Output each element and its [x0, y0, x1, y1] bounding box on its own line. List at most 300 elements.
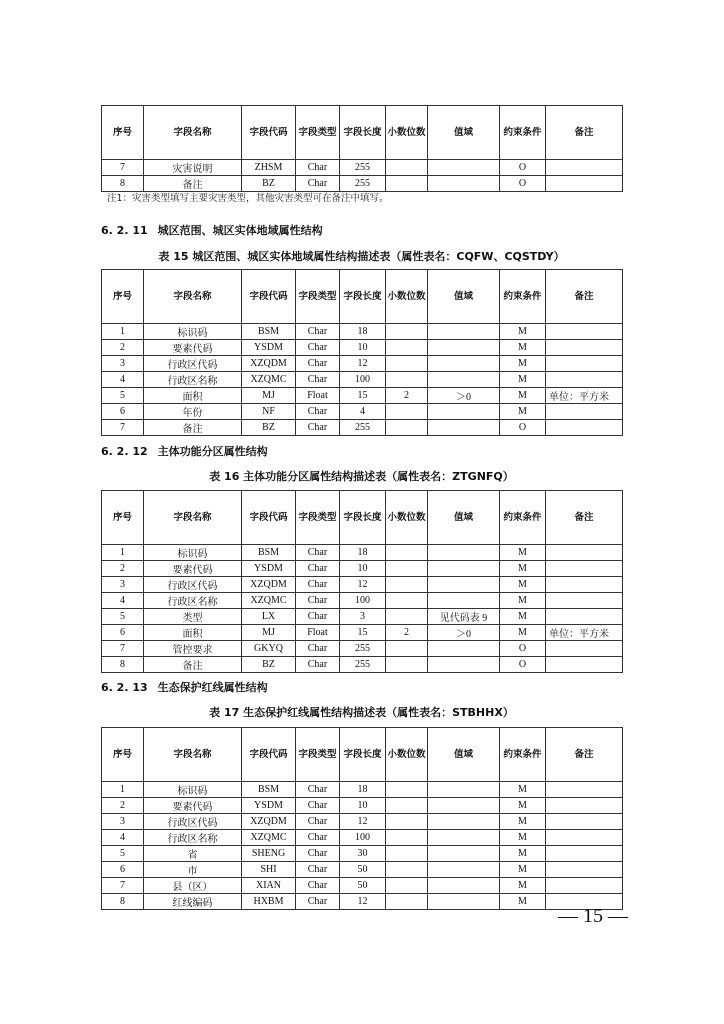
cell-constraint: M [500, 798, 546, 814]
cell-remark [546, 577, 623, 593]
cell-field-code: MJ [242, 388, 296, 404]
cell-seq: 6 [102, 862, 144, 878]
header-constraint: 约束条件 [500, 106, 546, 160]
cell-value-domain [428, 404, 500, 420]
cell-field-code: GKYQ [242, 641, 296, 657]
cell-decimal-places [386, 814, 428, 830]
section-title: 城区范围、城区实体地域属性结构 [157, 224, 323, 237]
header-constraint: 约束条件 [500, 491, 546, 545]
cell-field-name: 面积 [144, 625, 242, 641]
header-seq: 序号 [102, 270, 144, 324]
cell-constraint: O [500, 176, 546, 192]
table-row [102, 625, 623, 641]
cell-remark [546, 176, 623, 192]
header-seq: 序号 [102, 728, 144, 782]
cell-constraint: O [500, 657, 546, 673]
table-row [102, 324, 623, 340]
cell-seq: 4 [102, 830, 144, 846]
section-number: 6. 2. 11 [101, 224, 148, 237]
header-value-domain: 值域 [428, 106, 500, 160]
cell-field-code: ZHSM [242, 160, 296, 176]
cell-seq: 5 [102, 846, 144, 862]
cell-remark [546, 782, 623, 798]
table-row [102, 798, 623, 814]
section-title: 生态保护红线属性结构 [157, 681, 268, 694]
table-row [102, 814, 623, 830]
cell-decimal-places [386, 340, 428, 356]
table-header-row [102, 270, 623, 324]
header-field-code: 字段代码 [242, 270, 296, 324]
table-header-row [102, 728, 623, 782]
cell-value-domain [428, 340, 500, 356]
cell-field-length: 100 [340, 593, 386, 609]
cell-seq: 5 [102, 388, 144, 404]
cell-remark [546, 420, 623, 436]
cell-remark [546, 372, 623, 388]
cell-decimal-places [386, 561, 428, 577]
cell-remark [546, 340, 623, 356]
header-remark: 备注 [546, 728, 623, 782]
cell-field-name: 县（区） [144, 878, 242, 894]
cell-field-code: SHI [242, 862, 296, 878]
cell-field-length: 15 [340, 625, 386, 641]
cell-field-name: 市 [144, 862, 242, 878]
cell-remark [546, 657, 623, 673]
table-row [102, 340, 623, 356]
table-row [102, 830, 623, 846]
cell-constraint: M [500, 561, 546, 577]
cell-seq: 5 [102, 609, 144, 625]
header-field-code: 字段代码 [242, 728, 296, 782]
cell-value-domain: 见代码表 9 [428, 609, 500, 625]
cell-field-length: 18 [340, 782, 386, 798]
table-header-row [102, 491, 623, 545]
cell-field-name: 要素代码 [144, 340, 242, 356]
cell-decimal-places [386, 894, 428, 910]
cell-value-domain [428, 420, 500, 436]
cell-field-name: 年份 [144, 404, 242, 420]
cell-field-name: 行政区名称 [144, 372, 242, 388]
cell-remark [546, 593, 623, 609]
cell-decimal-places [386, 878, 428, 894]
cell-field-length: 255 [340, 641, 386, 657]
cell-field-type: Char [296, 176, 340, 192]
header-value-domain: 值域 [428, 491, 500, 545]
cell-seq: 8 [102, 176, 144, 192]
header-field-type: 字段类型 [296, 270, 340, 324]
cell-remark [546, 830, 623, 846]
table-row [102, 609, 623, 625]
cell-field-code: BSM [242, 545, 296, 561]
cell-constraint: M [500, 625, 546, 641]
cell-field-length: 18 [340, 324, 386, 340]
cell-field-length: 10 [340, 561, 386, 577]
cell-decimal-places [386, 356, 428, 372]
cell-field-length: 255 [340, 176, 386, 192]
cell-decimal-places: 2 [386, 625, 428, 641]
cell-seq: 6 [102, 625, 144, 641]
header-remark: 备注 [546, 270, 623, 324]
page-number: — 15 — [558, 905, 628, 927]
header-value-domain: 值域 [428, 728, 500, 782]
cell-decimal-places [386, 372, 428, 388]
cell-field-name: 要素代码 [144, 798, 242, 814]
table-17-caption: 表 17 生态保护红线属性结构描述表（属性表名：STBHHX） [209, 706, 514, 719]
cell-field-type: Char [296, 160, 340, 176]
cell-field-code: BSM [242, 782, 296, 798]
section-number: 6. 2. 13 [101, 681, 148, 694]
cell-constraint: M [500, 372, 546, 388]
cell-value-domain [428, 356, 500, 372]
cell-field-name: 标识码 [144, 782, 242, 798]
header-seq: 序号 [102, 106, 144, 160]
cell-value-domain: ＞0 [428, 625, 500, 641]
header-value-domain: 值域 [428, 270, 500, 324]
table-16 [101, 490, 623, 673]
cell-decimal-places [386, 160, 428, 176]
cell-field-type: Char [296, 830, 340, 846]
cell-value-domain [428, 878, 500, 894]
cell-constraint: M [500, 356, 546, 372]
cell-constraint: M [500, 388, 546, 404]
cell-remark [546, 862, 623, 878]
cell-field-code: XZQDM [242, 814, 296, 830]
header-constraint: 约束条件 [500, 728, 546, 782]
cell-constraint: M [500, 878, 546, 894]
cell-seq: 8 [102, 894, 144, 910]
cell-seq: 4 [102, 372, 144, 388]
cell-remark [546, 814, 623, 830]
cell-constraint: M [500, 340, 546, 356]
cell-field-type: Char [296, 782, 340, 798]
cell-seq: 3 [102, 577, 144, 593]
cell-field-length: 10 [340, 340, 386, 356]
cell-remark: 单位：平方米 [546, 388, 623, 404]
table-row [102, 862, 623, 878]
table-row [102, 846, 623, 862]
table-row [102, 657, 623, 673]
cell-field-type: Char [296, 862, 340, 878]
table-row [102, 388, 623, 404]
cell-field-type: Float [296, 625, 340, 641]
section-heading-6-2-12 [101, 443, 268, 459]
cell-value-domain [428, 782, 500, 798]
cell-decimal-places [386, 657, 428, 673]
header-remark: 备注 [546, 106, 623, 160]
table-row [102, 593, 623, 609]
cell-seq: 4 [102, 593, 144, 609]
cell-field-name: 要素代码 [144, 561, 242, 577]
cell-field-code: BZ [242, 176, 296, 192]
cell-seq: 6 [102, 404, 144, 420]
cell-constraint: M [500, 894, 546, 910]
cell-constraint: M [500, 782, 546, 798]
cell-remark [546, 160, 623, 176]
cell-field-code: YSDM [242, 561, 296, 577]
cell-field-name: 行政区名称 [144, 593, 242, 609]
cell-value-domain [428, 545, 500, 561]
cell-field-length: 3 [340, 609, 386, 625]
cell-field-length: 255 [340, 160, 386, 176]
cell-seq: 2 [102, 798, 144, 814]
cell-value-domain [428, 846, 500, 862]
cell-field-code: XZQDM [242, 356, 296, 372]
cell-field-name: 备注 [144, 657, 242, 673]
cell-constraint: O [500, 420, 546, 436]
header-field-name: 字段名称 [144, 270, 242, 324]
cell-field-name: 标识码 [144, 545, 242, 561]
header-field-code: 字段代码 [242, 106, 296, 160]
cell-field-length: 18 [340, 545, 386, 561]
header-field-type: 字段类型 [296, 491, 340, 545]
cell-field-type: Char [296, 878, 340, 894]
section-heading-6-2-11 [101, 222, 323, 238]
cell-field-name: 备注 [144, 420, 242, 436]
cell-field-length: 50 [340, 862, 386, 878]
table-row [102, 878, 623, 894]
cell-constraint: M [500, 862, 546, 878]
cell-field-name: 行政区代码 [144, 814, 242, 830]
header-constraint: 约束条件 [500, 270, 546, 324]
cell-value-domain [428, 593, 500, 609]
cell-decimal-places [386, 420, 428, 436]
header-field-length: 字段长度 [340, 270, 386, 324]
cell-constraint: M [500, 846, 546, 862]
cell-field-length: 12 [340, 577, 386, 593]
cell-field-code: XZQMC [242, 372, 296, 388]
section-heading-6-2-13 [101, 679, 268, 695]
header-field-name: 字段名称 [144, 491, 242, 545]
header-field-length: 字段长度 [340, 106, 386, 160]
cell-value-domain [428, 814, 500, 830]
cell-decimal-places [386, 593, 428, 609]
cell-field-type: Char [296, 420, 340, 436]
header-field-code: 字段代码 [242, 491, 296, 545]
table-16-caption: 表 16 主体功能分区属性结构描述表（属性表名：ZTGNFQ） [209, 470, 514, 483]
table-note: 注1：灾害类型填写主要灾害类型，其他灾害类型可在备注中填写。 [107, 193, 389, 204]
cell-field-length: 50 [340, 878, 386, 894]
header-field-type: 字段类型 [296, 728, 340, 782]
header-field-length: 字段长度 [340, 491, 386, 545]
cell-field-code: HXBM [242, 894, 296, 910]
cell-field-length: 255 [340, 420, 386, 436]
cell-field-type: Char [296, 593, 340, 609]
cell-decimal-places [386, 609, 428, 625]
cell-seq: 7 [102, 420, 144, 436]
cell-remark [546, 324, 623, 340]
cell-value-domain [428, 798, 500, 814]
cell-field-name: 行政区名称 [144, 830, 242, 846]
cell-decimal-places [386, 862, 428, 878]
cell-field-code: BSM [242, 324, 296, 340]
table-row [102, 404, 623, 420]
cell-field-length: 12 [340, 814, 386, 830]
cell-decimal-places [386, 324, 428, 340]
cell-field-code: SHENG [242, 846, 296, 862]
section-number: 6. 2. 12 [101, 445, 148, 458]
cell-field-type: Char [296, 356, 340, 372]
cell-constraint: O [500, 160, 546, 176]
cell-seq: 1 [102, 545, 144, 561]
cell-seq: 1 [102, 782, 144, 798]
cell-field-code: XZQMC [242, 593, 296, 609]
cell-constraint: M [500, 830, 546, 846]
cell-field-length: 10 [340, 798, 386, 814]
cell-field-name: 面积 [144, 388, 242, 404]
cell-field-length: 4 [340, 404, 386, 420]
cell-field-length: 12 [340, 894, 386, 910]
cell-field-name: 红线编码 [144, 894, 242, 910]
header-field-name: 字段名称 [144, 106, 242, 160]
cell-decimal-places [386, 641, 428, 657]
cell-field-name: 标识码 [144, 324, 242, 340]
cell-field-code: BZ [242, 657, 296, 673]
cell-constraint: M [500, 404, 546, 420]
cell-decimal-places: 2 [386, 388, 428, 404]
cell-field-code: XZQDM [242, 577, 296, 593]
cell-seq: 2 [102, 561, 144, 577]
cell-value-domain [428, 657, 500, 673]
cell-seq: 2 [102, 340, 144, 356]
cell-field-code: XIAN [242, 878, 296, 894]
cell-constraint: M [500, 814, 546, 830]
cell-constraint: M [500, 324, 546, 340]
header-field-type: 字段类型 [296, 106, 340, 160]
cell-remark [546, 641, 623, 657]
header-field-name: 字段名称 [144, 728, 242, 782]
cell-field-length: 255 [340, 657, 386, 673]
cell-constraint: M [500, 609, 546, 625]
cell-remark [546, 545, 623, 561]
cell-decimal-places [386, 846, 428, 862]
cell-field-name: 行政区代码 [144, 356, 242, 372]
cell-remark [546, 561, 623, 577]
cell-remark [546, 846, 623, 862]
cell-seq: 3 [102, 814, 144, 830]
cell-field-name: 灾害说明 [144, 160, 242, 176]
header-decimal-places: 小数位数 [386, 728, 428, 782]
cell-value-domain [428, 894, 500, 910]
cell-value-domain [428, 160, 500, 176]
cell-decimal-places [386, 545, 428, 561]
header-decimal-places: 小数位数 [386, 270, 428, 324]
cell-value-domain [428, 324, 500, 340]
table-top [101, 105, 623, 192]
table-row [102, 782, 623, 798]
cell-decimal-places [386, 577, 428, 593]
cell-field-type: Char [296, 641, 340, 657]
cell-field-name: 备注 [144, 176, 242, 192]
cell-field-code: BZ [242, 420, 296, 436]
cell-value-domain [428, 561, 500, 577]
cell-field-type: Char [296, 846, 340, 862]
cell-seq: 1 [102, 324, 144, 340]
table-row [102, 641, 623, 657]
header-seq: 序号 [102, 491, 144, 545]
cell-field-type: Char [296, 404, 340, 420]
cell-constraint: M [500, 545, 546, 561]
cell-field-name: 管控要求 [144, 641, 242, 657]
cell-value-domain [428, 862, 500, 878]
cell-remark [546, 609, 623, 625]
table-row [102, 561, 623, 577]
header-remark: 备注 [546, 491, 623, 545]
cell-seq: 7 [102, 641, 144, 657]
cell-field-length: 12 [340, 356, 386, 372]
cell-field-length: 30 [340, 846, 386, 862]
cell-field-name: 省 [144, 846, 242, 862]
table-row [102, 577, 623, 593]
cell-field-length: 15 [340, 388, 386, 404]
cell-constraint: M [500, 593, 546, 609]
cell-decimal-places [386, 830, 428, 846]
table-row [102, 420, 623, 436]
cell-seq: 7 [102, 878, 144, 894]
cell-field-length: 100 [340, 830, 386, 846]
cell-field-type: Char [296, 545, 340, 561]
cell-value-domain [428, 830, 500, 846]
table-row [102, 356, 623, 372]
table-15 [101, 269, 623, 436]
cell-seq: 8 [102, 657, 144, 673]
cell-field-type: Char [296, 340, 340, 356]
cell-constraint: M [500, 577, 546, 593]
cell-field-type: Char [296, 894, 340, 910]
table-header-row [102, 106, 623, 160]
cell-field-name: 类型 [144, 609, 242, 625]
cell-field-name: 行政区代码 [144, 577, 242, 593]
table-row [102, 372, 623, 388]
table-row [102, 894, 623, 910]
cell-decimal-places [386, 798, 428, 814]
cell-field-type: Char [296, 561, 340, 577]
cell-field-type: Char [296, 324, 340, 340]
section-title: 主体功能分区属性结构 [157, 445, 268, 458]
cell-decimal-places [386, 782, 428, 798]
cell-field-type: Char [296, 657, 340, 673]
cell-value-domain [428, 372, 500, 388]
cell-remark: 单位：平方米 [546, 625, 623, 641]
table-15-caption: 表 15 城区范围、城区实体地域属性结构描述表（属性表名：CQFW、CQSTDY） [158, 250, 565, 263]
cell-remark [546, 878, 623, 894]
header-decimal-places: 小数位数 [386, 491, 428, 545]
cell-field-type: Char [296, 609, 340, 625]
cell-remark [546, 404, 623, 420]
cell-field-type: Char [296, 372, 340, 388]
cell-field-code: MJ [242, 625, 296, 641]
cell-value-domain [428, 577, 500, 593]
table-row [102, 545, 623, 561]
cell-field-type: Float [296, 388, 340, 404]
cell-decimal-places [386, 176, 428, 192]
cell-decimal-places [386, 404, 428, 420]
cell-remark [546, 798, 623, 814]
cell-field-code: LX [242, 609, 296, 625]
cell-field-type: Char [296, 814, 340, 830]
table-17 [101, 727, 623, 910]
cell-remark [546, 356, 623, 372]
cell-field-type: Char [296, 577, 340, 593]
cell-field-type: Char [296, 798, 340, 814]
header-field-length: 字段长度 [340, 728, 386, 782]
cell-seq: 7 [102, 160, 144, 176]
cell-field-code: XZQMC [242, 830, 296, 846]
cell-field-code: NF [242, 404, 296, 420]
cell-seq: 3 [102, 356, 144, 372]
cell-value-domain [428, 641, 500, 657]
cell-field-code: YSDM [242, 798, 296, 814]
cell-field-code: YSDM [242, 340, 296, 356]
